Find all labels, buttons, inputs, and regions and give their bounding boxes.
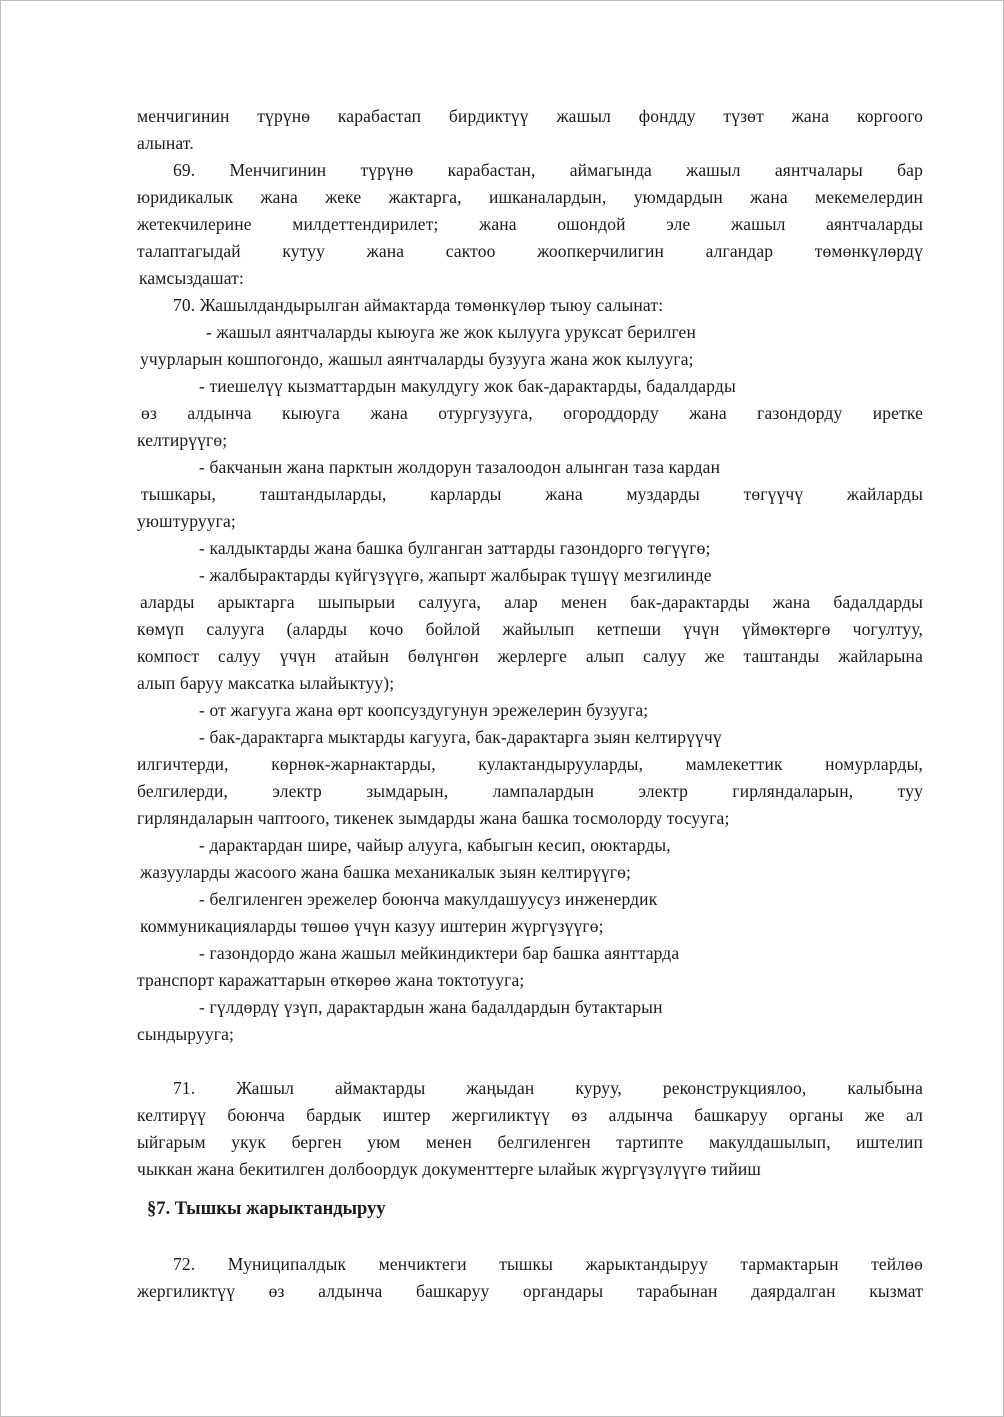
paragraph-71-start: 71. Жашыл аймактарды жаңыдан куруу, реконструкциялоо, калыбына xyxy=(173,1078,923,1098)
text-line: учурларын кошпогондо, жашыл аянтчаларды бузууга жана жок кылууга; xyxy=(140,349,694,369)
list-item: - от жагууга жана өрт коопсуздугунун эрежелерин бузууга; xyxy=(199,700,649,720)
text-line: өз алдынча кыюуга жана отургузууга, огороддорду жана газондорду иретке xyxy=(141,403,923,423)
list-item: - гүлдөрдү үзүп, дарактардын жана бадалдардын бутактарын xyxy=(199,997,663,1017)
text-line: камсыздашат: xyxy=(139,268,244,288)
text-line: гирляндаларын чаптоого, тикенек зымдарды жана башка тосмолорду тосууга; xyxy=(137,808,730,828)
text-line: чыккан жана бекитилген долбоордук документтерге ылайык жүргүзүлүүгө тийиш xyxy=(137,1159,761,1179)
text-line: жазууларды жасоого жана башка механикалык зыян келтирүүгө; xyxy=(140,862,632,882)
paragraph-72-start: 72. Муниципалдык менчиктеги тышкы жарыктандыруу тармактарын тейлөө xyxy=(173,1254,923,1274)
list-item: - жашыл аянтчаларды кыюуга же жок кылууга уруксат берилген xyxy=(206,322,696,342)
paragraph-70-start: 70. Жашылдандырылган аймактарда төмөнкүлөр тыюу салынат: xyxy=(173,295,664,315)
text-line: белгилерди, электр зымдарын, лампалардын электр гирляндаларын, туу xyxy=(137,781,923,801)
text-line: ыйгарым укук берген уюм менен белгиленген тартипте макулдашылып, иштелип xyxy=(137,1132,923,1152)
section-heading: §7. Тышкы жарыктандыруу xyxy=(147,1199,386,1219)
text-line: менчигинин түрүнө карабастап бирдиктүү жашыл фондду түзөт жана коргоого xyxy=(137,106,923,126)
text-line: талаптагыдай кутуу жана сактоо жоопкерчилигин алгандар төмөнкүлөрдү xyxy=(137,241,923,261)
text-line: алып баруу максатка ылайыктуу); xyxy=(137,673,395,693)
text-line: компост салуу үчүн атайын бөлүнгөн жерлерге алып салуу же таштанды жайларына xyxy=(137,646,923,666)
list-item: - дарактардан шире, чайыр алууга, кабыгын кесип, оюктарды, xyxy=(199,835,671,855)
list-item: - бакчанын жана парктын жолдорун тазалоодон алынган таза кардан xyxy=(199,457,721,477)
text-line: уюштурууга; xyxy=(137,511,236,531)
list-item: - бак-дарактарга мыктарды кагууга, бак-дарактарга зыян келтирүүчү xyxy=(199,727,722,747)
text-line: алынат. xyxy=(137,133,194,153)
list-item: - белгиленген эрежелер боюнча макулдашуусуз инженердик xyxy=(199,889,658,909)
text-line: коммуникацияларды төшөө үчүн казуу иштерин жүргүзүүгө; xyxy=(140,916,604,936)
text-line: тышкары, таштандыларды, карларды жана муздарды төгүүчү жайларды xyxy=(141,484,923,504)
text-line: жергиликтүү өз алдынча башкаруу органдары тарабынан даярдалган кызмат xyxy=(137,1281,923,1301)
list-item: - газондордо жана жашыл мейкиндиктери бар башка аянттарда xyxy=(199,943,680,963)
text-line: сындырууга; xyxy=(137,1024,235,1044)
text-line: аларды арыктарга шыпырыи салууга, алар менен бак-дарактарды жана бадалдарды xyxy=(140,592,923,612)
text-line: жетекчилерине милдеттендирилет; жана ошондой эле жашыл аянтчаларды xyxy=(137,214,923,234)
text-line: келтирүү боюнча бардык иштер жергиликтүү өз алдынча башкаруу органы же ал xyxy=(137,1105,923,1125)
list-item: - калдыктарды жана башка булганган заттарды газондорго төгүүгө; xyxy=(199,538,711,558)
text-line: транспорт каражаттарын өткөрөө жана токтотууга; xyxy=(137,970,525,990)
list-item: - тиешелүү кызматтардын макулдугу жок бак-дарактарды, бадалдарды xyxy=(199,376,736,396)
text-line: келтирүүгө; xyxy=(137,430,228,450)
list-item: - жалбырактарды күйгүзүүгө, жапырт жалбырак түшүү мезгилинде xyxy=(199,565,712,585)
text-line: илгичтерди, көрнөк-жарнактарды, кулактандырууларды, мамлекеттик номурларды, xyxy=(137,754,923,774)
text-line: юридикалык жана жеке жактарга, ишканалардын, уюмдардын жана мекемелердин xyxy=(137,187,923,207)
paragraph-69-start: 69. Менчигинин түрүнө карабастан, аймагында жашыл аянтчалары бар xyxy=(173,160,923,180)
text-line: көмүп салууга (аларды кочо бойлой жайылып кетпеши үчүн үймөктөргө чогултуу, xyxy=(137,619,923,639)
